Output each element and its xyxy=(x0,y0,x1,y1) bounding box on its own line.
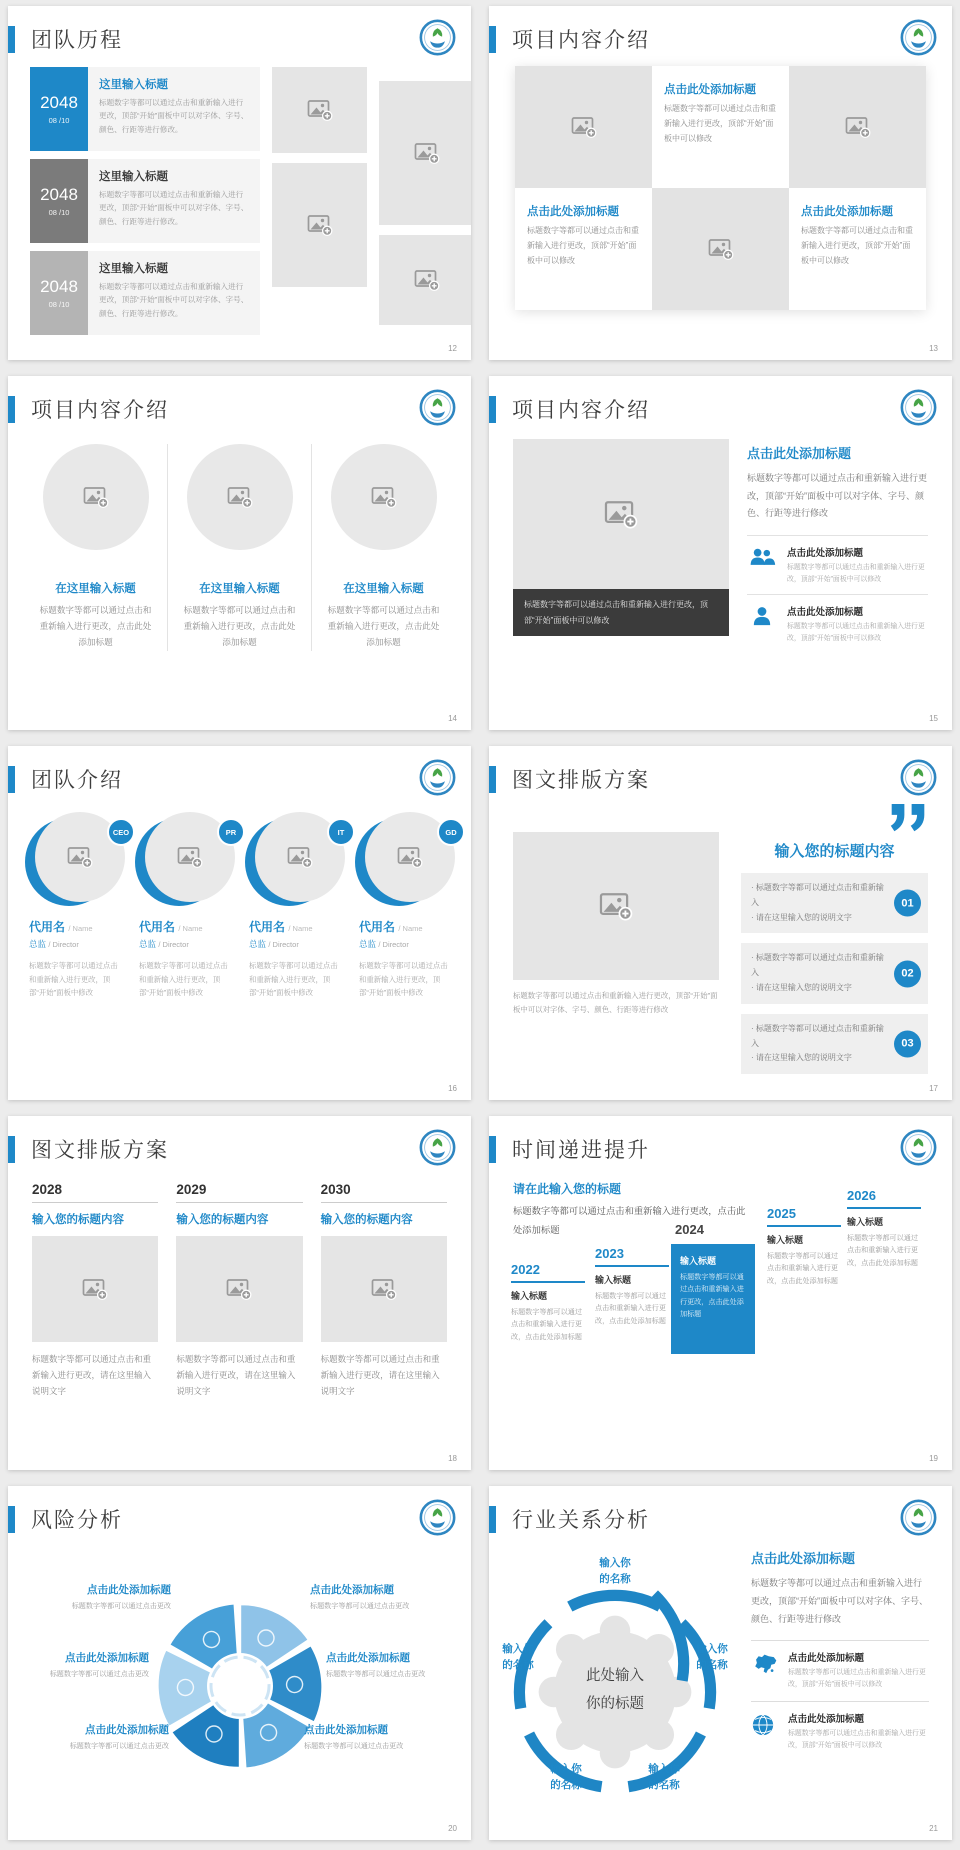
main-title: 点击此处添加标题 xyxy=(747,446,852,461)
bullet: · 标题数字等都可以通过点击和重新输入 xyxy=(751,883,884,907)
add-image-icon xyxy=(414,267,440,293)
year-box xyxy=(30,251,88,335)
cell-title: 点击此处添加标题 xyxy=(801,206,893,218)
add-image-icon xyxy=(307,212,333,238)
step-year: 2023 xyxy=(595,1246,669,1267)
sub-item xyxy=(747,535,928,594)
center-title: 此处输入 你的标题 xyxy=(586,1668,644,1713)
sub-body: 标题数字等都可以通过点击和重新输入进行更改，顶部“开始”面板中可以修改 xyxy=(788,1669,926,1689)
bullet: · 请在这里输入您的说明文字 xyxy=(751,912,852,922)
slide-title: 项目内容介绍 xyxy=(512,29,650,52)
timeline-item xyxy=(30,251,260,335)
item-body: 标题数字等都可以通过点击和重新输入进行更改，顶部“开始”面板中可以对字体、字号、颜色、行距等进行修改。 xyxy=(99,282,249,318)
member-role: 总监 / Director xyxy=(249,939,299,949)
title-accent-bar xyxy=(489,396,496,423)
checkerboard-grid xyxy=(515,66,926,310)
add-image-icon xyxy=(83,484,109,510)
item-body: 标题数字等都可以通过点击和重新输入进行更改，点击此处添加标题 xyxy=(327,605,440,647)
label-body: 标题数字等都可以通过点击更改 xyxy=(326,1670,426,1678)
bullet: · 标题数字等都可以通过点击和重新输入 xyxy=(751,953,884,978)
avatar xyxy=(363,812,455,908)
slide-layout-scheme-years[interactable] xyxy=(8,1116,471,1470)
slide-title: 团队介绍 xyxy=(31,769,123,792)
member-role: 总监 / Director xyxy=(29,939,79,949)
year-label: 2029 xyxy=(176,1182,302,1203)
member-bio: 标题数字等都可以通过点击和重新输入进行更改，顶部“开始”面板中修改 xyxy=(139,961,228,998)
slide-body xyxy=(507,1164,934,1449)
image-placeholder xyxy=(187,444,293,550)
company-logo-icon xyxy=(419,1499,456,1536)
label-body: 标题数字等都可以通过点击更改 xyxy=(304,1742,404,1750)
number-badge: 03 xyxy=(894,1030,921,1057)
relation-node-label: 输入你 的名称 xyxy=(696,1643,728,1671)
item-title: 在这里输入标题 xyxy=(199,583,280,595)
member-card xyxy=(132,812,242,1007)
year-column xyxy=(176,1182,302,1408)
add-image-icon xyxy=(845,114,871,140)
relation-node-label: 输入你 的名称 xyxy=(599,1557,631,1585)
item-heading: 这里输入标题 xyxy=(99,263,168,275)
step-title: 输入标题 xyxy=(767,1235,804,1245)
list-block xyxy=(741,804,928,1084)
cell-title: 点击此处添加标题 xyxy=(664,84,756,96)
globe-icon xyxy=(751,1711,779,1753)
number-badge: 02 xyxy=(894,960,921,987)
cell-body: 标题数字等都可以通过点击和重新输入进行更改，顶部“开始”面板中可以修改 xyxy=(527,226,639,265)
page-number: 16 xyxy=(448,1084,457,1093)
title-accent-bar xyxy=(8,766,15,793)
add-image-icon xyxy=(287,844,313,870)
step-body: 标题数字等都可以通过点击和重新输入进行更改，点击此处添加标题 xyxy=(767,1252,838,1285)
label-title: 点击此处添加标题 xyxy=(85,1724,169,1736)
image-block xyxy=(513,439,729,653)
column-body: 标题数字等都可以通过点击和重新输入进行更改，请在这里输入说明文字 xyxy=(32,1354,152,1397)
add-image-icon xyxy=(371,1276,397,1302)
member-card xyxy=(352,812,462,1007)
risk-label xyxy=(17,1722,169,1752)
company-logo-icon xyxy=(900,759,937,796)
sub-body: 标题数字等都可以通过点击和重新输入进行更改，顶部“开始”面板中可以修改 xyxy=(788,1729,926,1750)
avatar xyxy=(33,812,130,908)
company-logo-icon xyxy=(900,389,937,426)
company-logo-icon xyxy=(900,19,937,56)
step-body: 标题数字等都可以通过点击和重新输入进行更改，点击此处添加标题 xyxy=(595,1292,666,1325)
label-body: 标题数字等都可以通过点击更改 xyxy=(49,1670,149,1678)
image-placeholder xyxy=(272,67,367,153)
column-heading: 输入您的标题内容 xyxy=(320,1214,413,1226)
item-title: 在这里输入标题 xyxy=(343,583,424,595)
numbered-item xyxy=(741,943,928,1003)
year-label: 2048 xyxy=(40,277,78,296)
slide-body xyxy=(22,812,457,1007)
risk-label xyxy=(304,1722,456,1752)
text-block xyxy=(747,439,928,653)
image-placeholder xyxy=(513,439,729,589)
title-accent-bar xyxy=(8,1136,15,1163)
risk-label xyxy=(310,1582,462,1612)
avatar xyxy=(253,812,345,908)
image-caption: 标题数字等都可以通过点击和重新输入进行更改，顶部“开始”面板中可以对字体、字号、颜色、行距等进行修改 xyxy=(513,991,718,1014)
slide-title: 时间递进提升 xyxy=(512,1139,650,1162)
page-number: 19 xyxy=(929,1454,938,1463)
item-heading: 这里输入标题 xyxy=(99,79,168,91)
slide-body xyxy=(24,444,455,651)
step-body: 标题数字等都可以通过点击和重新输入进行更改，点击此处添加标题 xyxy=(511,1308,582,1341)
sub-body: 标题数字等都可以通过点击和重新输入进行更改，顶部“开始”面板中可以修改 xyxy=(787,563,925,583)
slide-team-intro[interactable] xyxy=(8,746,471,1100)
risk-label xyxy=(19,1582,171,1612)
text-cell xyxy=(789,188,926,310)
risk-label xyxy=(8,1650,149,1680)
title-accent-bar xyxy=(489,766,496,793)
add-image-icon xyxy=(414,140,440,166)
intro-body: 标题数字等都可以通过点击和重新输入进行更改，点击此处添加标题 xyxy=(513,1206,746,1235)
label-title: 点击此处添加标题 xyxy=(326,1652,410,1664)
step-title: 输入标题 xyxy=(847,1217,884,1227)
bullet: · 标题数字等都可以通过点击和重新输入 xyxy=(751,1023,884,1048)
cell-body: 标题数字等都可以通过点击和重新输入进行更改，顶部“开始”面板中可以修改 xyxy=(664,104,776,143)
date-label: 08 /10 xyxy=(48,116,70,125)
member-role: 总监 / Director xyxy=(359,939,409,949)
add-image-icon xyxy=(226,1276,252,1302)
cell-body: 标题数字等都可以通过点击和重新输入进行更改，顶部“开始”面板中可以修改 xyxy=(801,226,913,265)
add-image-icon xyxy=(604,497,638,531)
step-title: 输入标题 xyxy=(511,1291,548,1301)
page-number: 15 xyxy=(929,714,938,723)
timeline-step xyxy=(767,1206,841,1287)
date-label: 08 /10 xyxy=(48,300,70,309)
add-image-icon xyxy=(227,484,253,510)
slide-title: 项目内容介绍 xyxy=(31,399,169,422)
slide-body xyxy=(513,804,928,1084)
image-column xyxy=(272,67,367,343)
content-column xyxy=(311,444,455,651)
title-accent-bar xyxy=(489,1506,496,1533)
slide-body xyxy=(8,54,471,343)
timeline-step-highlighted xyxy=(671,1244,755,1354)
sub-title: 点击此处添加标题 xyxy=(787,606,864,618)
company-logo-icon xyxy=(419,1129,456,1166)
text-cell xyxy=(515,188,652,310)
step-body: 标题数字等都可以通过点击和重新输入进行更改，点击此处添加标题 xyxy=(847,1234,918,1267)
main-body: 标题数字等都可以通过点击和重新输入进行更改，顶部“开始”面板中可以对字体、字号、颜色、行距等进行修改 xyxy=(747,473,928,519)
timeline-item xyxy=(30,67,260,151)
numbered-item xyxy=(741,1014,928,1074)
relation-node-label: 输入你 的名称 xyxy=(648,1763,680,1791)
member-name: 代用名 / Name xyxy=(29,920,93,934)
image-placeholder xyxy=(513,832,719,980)
add-image-icon xyxy=(708,236,734,262)
item-body: 标题数字等都可以通过点击和重新输入进行更改，顶部“开始”面板中可以对字体、字号、颜色、行距等进行修改。 xyxy=(99,190,249,226)
role-badge: GD xyxy=(437,818,465,846)
item-heading: 这里输入标题 xyxy=(99,171,168,183)
year-label: 2028 xyxy=(32,1182,158,1203)
company-logo-icon xyxy=(900,1499,937,1536)
image-placeholder xyxy=(321,1236,447,1342)
number-badge: 01 xyxy=(894,890,921,917)
cell-title: 点击此处添加标题 xyxy=(527,206,619,218)
timeline-step xyxy=(595,1246,669,1327)
slide-team-history[interactable] xyxy=(8,6,471,360)
label-body: 标题数字等都可以通过点击更改 xyxy=(71,1602,171,1610)
step-title: 输入标题 xyxy=(595,1275,632,1285)
date-label: 08 /10 xyxy=(48,208,70,217)
page-number: 14 xyxy=(448,714,457,723)
block-heading: 点击此处添加标题 xyxy=(751,1551,856,1566)
role-badge: PR xyxy=(217,818,245,846)
relation-node-label: 输入你 的名称 xyxy=(502,1643,534,1671)
title-accent-bar xyxy=(8,396,15,423)
person-icon xyxy=(747,604,777,645)
slide-title: 团队历程 xyxy=(31,29,123,52)
column-body: 标题数字等都可以通过点击和重新输入进行更改，请在这里输入说明文字 xyxy=(176,1354,296,1397)
timeline-step xyxy=(511,1262,585,1343)
image-placeholder xyxy=(176,1236,302,1342)
people-icon xyxy=(747,545,777,586)
content-column xyxy=(24,444,167,651)
label-body: 标题数字等都可以通过点击更改 xyxy=(310,1602,410,1610)
image-placeholder xyxy=(32,1236,158,1342)
year-label: 2030 xyxy=(321,1182,447,1203)
risk-label xyxy=(326,1650,471,1680)
label-title: 点击此处添加标题 xyxy=(304,1724,388,1736)
timeline-step xyxy=(847,1188,921,1269)
bullet: · 请在这里输入您的说明文字 xyxy=(751,1053,852,1063)
member-card xyxy=(22,812,132,1007)
sub-body: 标题数字等都可以通过点击和重新输入进行更改，顶部“开始”面板中可以修改 xyxy=(787,622,925,642)
slide-project-content-circles[interactable] xyxy=(8,376,471,730)
page-number: 12 xyxy=(448,344,457,353)
item-body: 标题数字等都可以通过点击和重新输入进行更改，点击此处添加标题 xyxy=(183,605,296,647)
image-placeholder xyxy=(652,188,789,310)
item-title: 在这里输入标题 xyxy=(55,583,136,595)
slide-title: 图文排版方案 xyxy=(512,769,650,792)
sub-item xyxy=(751,1640,929,1692)
image-block xyxy=(513,804,719,1084)
step-year: 2024 xyxy=(675,1222,704,1237)
item-body: 标题数字等都可以通过点击和重新输入进行更改，顶部“开始”面板中可以对字体、字号、颜色、行距等进行修改。 xyxy=(99,98,249,134)
column-heading: 输入您的标题内容 xyxy=(176,1214,269,1226)
slide-time-progress[interactable] xyxy=(489,1116,952,1470)
column-heading: 输入您的标题内容 xyxy=(32,1214,124,1226)
add-image-icon xyxy=(599,889,633,923)
slide-header xyxy=(8,6,471,54)
text-cell xyxy=(652,66,789,188)
timeline-item xyxy=(30,159,260,243)
add-image-icon xyxy=(397,844,423,870)
image-placeholder xyxy=(515,66,652,188)
image-caption: 标题数字等都可以通过点击和重新输入进行更改，顶部“开始”面板中可以修改 xyxy=(513,589,729,636)
timeline-text-panel xyxy=(88,159,260,243)
relation-node-label: 输入你 的名称 xyxy=(550,1763,582,1791)
text-block xyxy=(751,1548,929,1753)
image-placeholder xyxy=(331,444,437,550)
add-image-icon xyxy=(307,97,333,123)
page-number: 21 xyxy=(929,1824,938,1833)
bullet: · 请在这里输入您的说明文字 xyxy=(751,982,852,992)
title-accent-bar xyxy=(8,26,15,53)
sub-item xyxy=(751,1701,929,1753)
sub-title: 点击此处添加标题 xyxy=(787,547,864,559)
title-accent-bar xyxy=(489,26,496,53)
year-label: 2048 xyxy=(40,93,78,112)
member-role: 总监 / Director xyxy=(139,939,189,949)
year-label: 2048 xyxy=(40,185,78,204)
block-heading: 输入您的标题内容 xyxy=(774,843,895,860)
member-name: 代用名 / Name xyxy=(139,920,203,934)
add-image-icon xyxy=(571,114,597,140)
slide-project-content-detail[interactable] xyxy=(489,376,952,730)
image-column xyxy=(379,67,471,343)
role-badge: IT xyxy=(327,818,355,846)
sub-title: 点击此处添加标题 xyxy=(788,1713,865,1725)
add-image-icon xyxy=(371,484,397,510)
sub-title: 点击此处添加标题 xyxy=(788,1653,865,1664)
avatar xyxy=(143,812,235,908)
timeline-text-panel xyxy=(88,67,260,151)
china-map-icon xyxy=(751,1650,779,1692)
member-card xyxy=(242,812,352,1007)
title-accent-bar xyxy=(489,1136,496,1163)
step-year: 2022 xyxy=(511,1262,585,1283)
slide-industry-relation[interactable] xyxy=(489,1486,952,1840)
quote-icon xyxy=(888,804,928,838)
slide-project-content-grid[interactable] xyxy=(489,6,952,360)
page-number: 13 xyxy=(929,344,938,353)
member-bio: 标题数字等都可以通过点击和重新输入进行更改，顶部“开始”面板中修改 xyxy=(29,961,118,998)
item-body: 标题数字等都可以通过点击和重新输入进行更改，点击此处添加标题 xyxy=(39,605,152,647)
company-logo-icon xyxy=(419,19,456,56)
slide-title: 图文排版方案 xyxy=(31,1139,169,1162)
step-title: 输入标题 xyxy=(680,1256,717,1266)
label-title: 点击此处添加标题 xyxy=(310,1584,394,1596)
title-accent-bar xyxy=(8,1506,15,1533)
page-number: 18 xyxy=(448,1454,457,1463)
image-placeholder xyxy=(43,444,149,550)
sub-item xyxy=(747,594,928,653)
pinwheel-diagram xyxy=(154,1600,326,1772)
company-logo-icon xyxy=(900,1129,937,1166)
company-logo-icon xyxy=(419,389,456,426)
image-placeholder xyxy=(379,81,471,225)
image-placeholder xyxy=(272,163,367,287)
page-number: 17 xyxy=(929,1084,938,1093)
add-image-icon xyxy=(67,844,93,870)
numbered-item xyxy=(741,873,928,933)
year-box xyxy=(30,159,88,243)
step-body: 标题数字等都可以通过点击和重新输入进行更改，点击此处添加标题 xyxy=(680,1273,744,1319)
slide-title: 项目内容介绍 xyxy=(512,399,650,422)
role-badge: CEO xyxy=(107,818,135,846)
label-body: 标题数字等都可以通过点击更改 xyxy=(69,1742,169,1750)
slide-body xyxy=(8,1534,471,1824)
content-column xyxy=(167,444,311,651)
slide-risk-analysis[interactable] xyxy=(8,1486,471,1840)
slide-body xyxy=(489,1534,952,1824)
timeline-column xyxy=(30,67,260,343)
column-body: 标题数字等都可以通过点击和重新输入进行更改，请在这里输入说明文字 xyxy=(320,1354,440,1397)
slide-title: 风险分析 xyxy=(31,1509,123,1532)
step-year: 2026 xyxy=(847,1188,921,1209)
member-name: 代用名 / Name xyxy=(249,920,313,934)
label-title: 点击此处添加标题 xyxy=(87,1584,171,1596)
timeline-text-panel xyxy=(88,251,260,335)
page-number: 20 xyxy=(448,1824,457,1833)
intro-title: 请在此输入您的标题 xyxy=(513,1182,622,1196)
image-placeholder xyxy=(379,235,471,325)
slide-layout-scheme-list[interactable] xyxy=(489,746,952,1100)
add-image-icon xyxy=(82,1276,108,1302)
year-column xyxy=(32,1182,158,1408)
member-bio: 标题数字等都可以通过点击和重新输入进行更改，顶部“开始”面板中修改 xyxy=(249,961,338,998)
company-logo-icon xyxy=(419,759,456,796)
year-box xyxy=(30,67,88,151)
member-bio: 标题数字等都可以通过点击和重新输入进行更改，顶部“开始”面板中修改 xyxy=(359,961,448,998)
member-name: 代用名 / Name xyxy=(359,920,423,934)
add-image-icon xyxy=(177,844,203,870)
block-body: 标题数字等都可以通过点击和重新输入进行更改，顶部“开始”面板中可以对字体、字号、颜色、行距等进行修改 xyxy=(751,1578,928,1624)
slide-body xyxy=(513,439,928,653)
slide-title: 行业关系分析 xyxy=(512,1509,650,1532)
label-title: 点击此处添加标题 xyxy=(65,1652,149,1664)
step-year: 2025 xyxy=(767,1206,841,1227)
image-placeholder xyxy=(789,66,926,188)
slide-body xyxy=(32,1182,447,1408)
year-column xyxy=(321,1182,447,1408)
